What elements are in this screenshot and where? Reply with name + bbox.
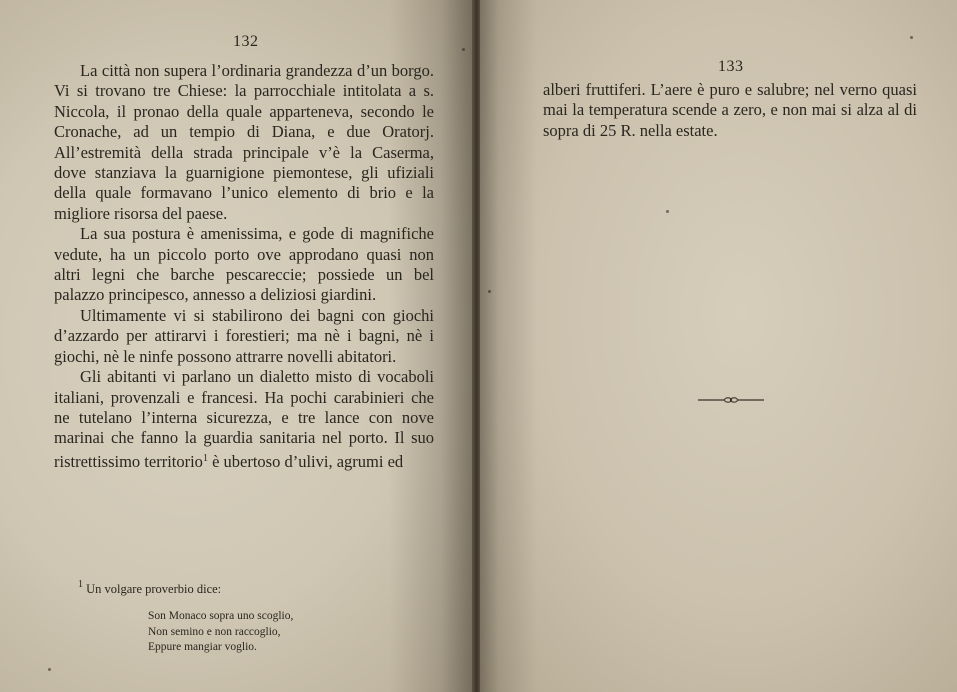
verse-line: Non semino e non raccoglio, [148,625,281,638]
left-page [0,0,474,692]
page-number-left: 132 [233,33,259,50]
verse-line: Son Monaco sopra uno scoglio, [148,610,294,622]
right-page-body [543,80,917,141]
footnote-reference: 1 [202,452,208,464]
proverb-verse [148,609,398,656]
paper-speck [488,290,491,293]
paper-speck [462,48,465,51]
paragraph-baths: Ultimamente vi si stabilirono dei bagni con giochi d’azzardo per attirarvi i forestieri; ma nè i bagni, nè i giochi, nè le ninfe possono attrarre novelli abitatori. [54,305,434,366]
footnote-lead-text: Un volgare proverbio dice: [86,582,222,596]
paragraph-climate: alberi fruttiferi. L’aere è puro e salubre; nel verno quasi mai la temperatura scende a zero, e non mai si alza al di sopra di 25 R. nella estate. [543,80,917,140]
ornament-divider-icon [698,393,764,407]
page-number-right: 133 [718,58,744,75]
footnote-lead [78,577,398,597]
paragraph-inhabitants-tail: è ubertoso d’ulivi, agrumi ed [212,451,404,471]
paper-speck [910,36,913,39]
footnote [78,577,398,656]
paragraph-inhabitants-text: Gli abitanti vi parlano un dialetto misto di vocaboli italiani, provenzali e francesi. Ha pochi carabinieri che ne tutelano l’interna sicurezza, e tre lance con nove marinai che fanno la guardia sanitaria nel porto. Il suo ristrettissimo territorio [54,367,434,471]
paragraph-inhabitants [54,367,434,472]
footnote-mark: 1 [78,579,83,590]
paper-speck [48,668,51,671]
paragraph-position: La sua postura è amenissima, e gode di magnifiche vedute, ha un piccolo porto ove approdano quasi non altri legni che barche pescareccie; possiede un bel palazzo principesco, annesso a deliziosi giardini. [54,224,434,305]
verse-line: Eppure mangiar voglio. [148,641,257,654]
paper-speck [666,210,669,213]
paragraph-town: La città non supera l’ordinaria grandezza d’un borgo. Vi si trovano tre Chiese: la parrocchiale intitolata a s. Niccola, il pronao della quale apparteneva, secondo le Cronache, ad un tempio di Diana, e due Oratorj. All’estremità della strada principale v’è la Caserma, dove stanziava la guarnigione piemontese, gli ufiziali della quale formavano l’unico elemento di brio e la migliore risorsa del paese. [54,61,434,223]
right-page [480,0,957,692]
left-page-body [54,61,434,472]
